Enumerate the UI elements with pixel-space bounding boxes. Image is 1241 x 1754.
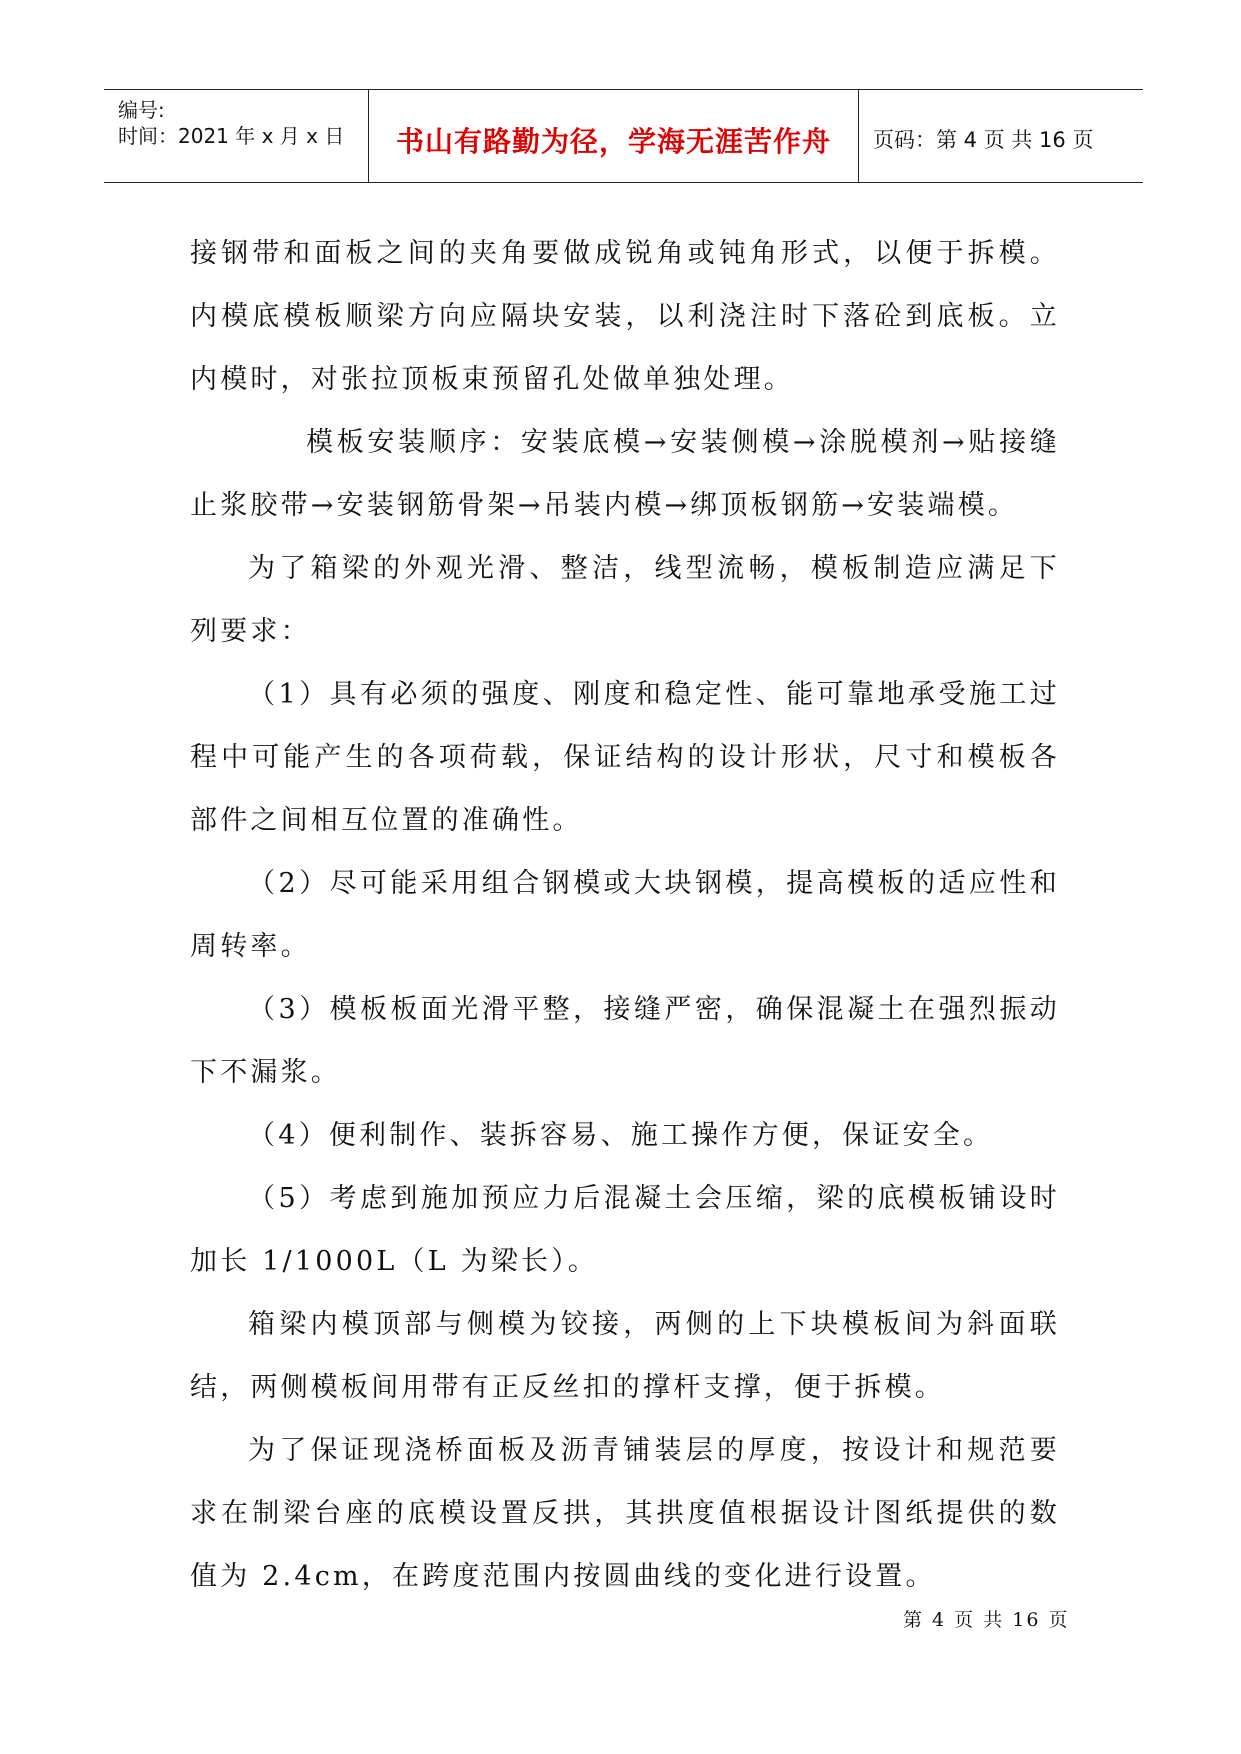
document-number-label: 编号: xyxy=(118,98,165,122)
paragraph-inner-formwork: 箱梁内模顶部与侧模为铰接，两侧的上下块模板间为斜面联结，两侧模板间用带有正反丝扣的撑杆支撑，便于拆模。 xyxy=(190,1309,1060,1403)
document-header xyxy=(104,89,1143,183)
header-page-code: 页码：第 4 页 共 16 页 xyxy=(873,128,1094,152)
header-motto: 书山有路勤为径，学海无涯苦作舟 xyxy=(395,125,831,158)
document-time-label: 时间：2021 年 x 月 x 日 xyxy=(118,124,345,148)
list-item-requirement-1: （1）具有必须的强度、刚度和稳定性、能可靠地承受施工过程中可能产生的各项荷载，保证结构的设计形状，尺寸和模板各部件之间相互位置的准确性。 xyxy=(190,679,1060,836)
paragraph-camber-setting: 为了保证现浇桥面板及沥青铺装层的厚度，按设计和规范要求在制梁台座的底模设置反拱，其拱度值根据设计图纸提供的数值为 2.4cm，在跨度范围内按圆曲线的变化进行设置。 xyxy=(190,1435,1060,1592)
header-motto-cell xyxy=(369,90,859,182)
list-item-requirement-4: （4）便利制作、装拆容易、施工操作方便，保证安全。 xyxy=(248,1120,994,1151)
list-item-requirement-3: （3）模板板面光滑平整，接缝严密，确保混凝土在强烈振动下不漏浆。 xyxy=(190,994,1060,1088)
header-page-cell xyxy=(859,90,1143,182)
paragraph-installation-order: 模板安装顺序：安装底模→安装侧模→涂脱模剂→贴接缝止浆胶带→安装钢筋骨架→吊装内模→绑顶板钢筋→安装端模。 xyxy=(190,427,1060,521)
paragraph-formwork-details: 接钢带和面板之间的夹角要做成锐角或钝角形式，以便于拆模。内模底模板顺梁方向应隔块安装，以利浇注时下落砼到底板。立内模时，对张拉顶板束预留孔处做单独处理。 xyxy=(190,238,1060,395)
page-footer: 第 4 页 共 16 页 xyxy=(903,1609,1070,1631)
document-body xyxy=(190,222,1060,1608)
paragraph-requirements-intro: 为了箱梁的外观光滑、整洁，线型流畅，模板制造应满足下列要求： xyxy=(190,553,1060,647)
list-item-requirement-5: （5）考虑到施加预应力后混凝土会压缩，梁的底模板铺设时加长 1/1000L（L 为梁长）。 xyxy=(190,1183,1060,1277)
header-info-cell xyxy=(104,90,369,182)
list-item-requirement-2: （2）尽可能采用组合钢模或大块钢模，提高模板的适应性和周转率。 xyxy=(190,868,1060,962)
